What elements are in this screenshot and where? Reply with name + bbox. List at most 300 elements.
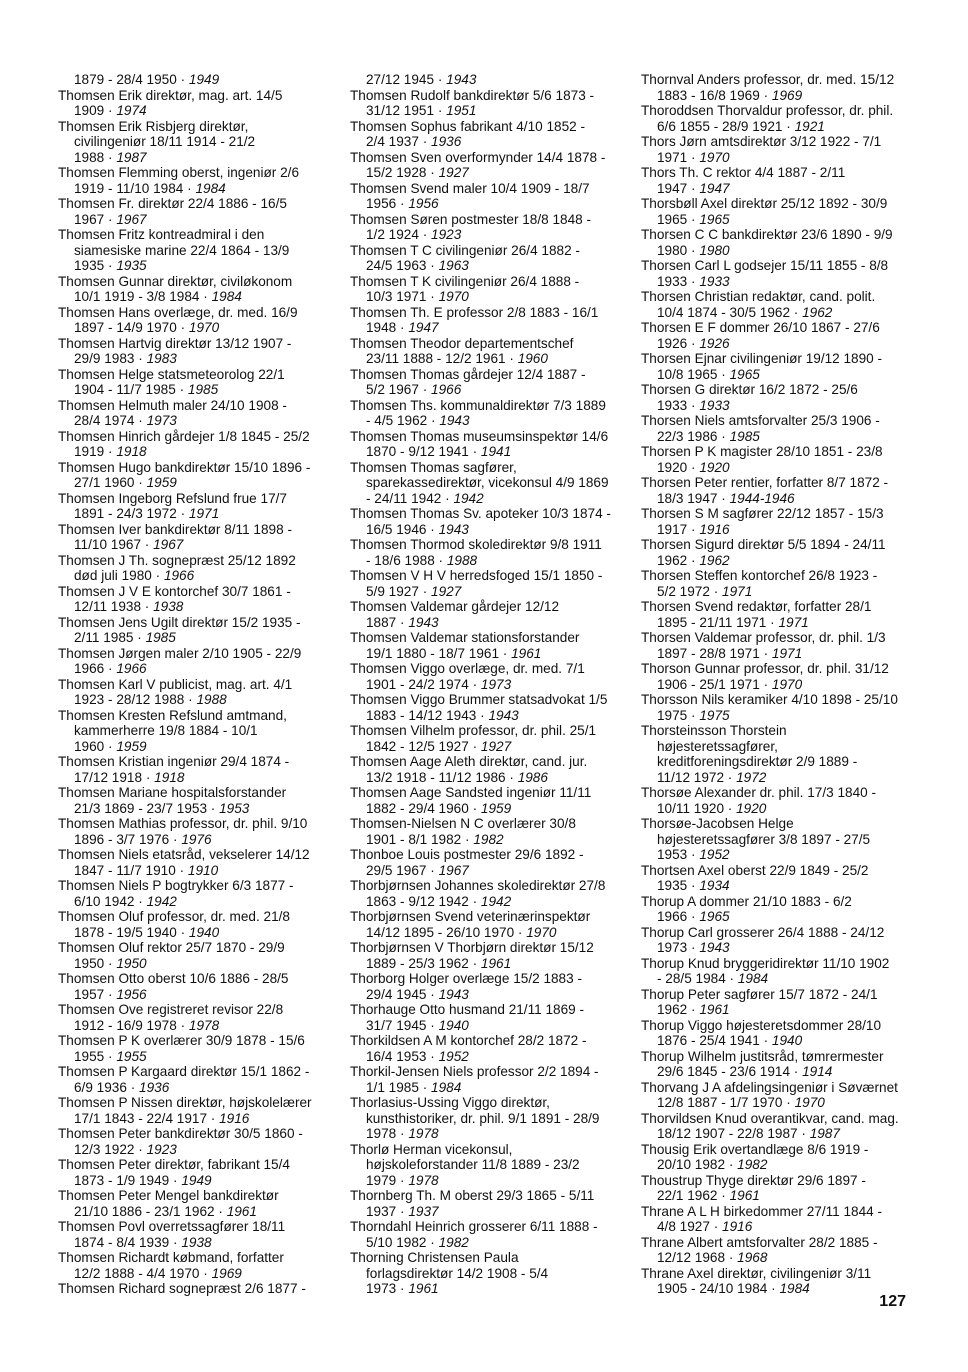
entry-continuation-line: forlagsdirektør 14/2 1908 - 5/4 [366,1265,549,1281]
burial-year: · 1966 [104,661,146,676]
burial-year: · 1956 [396,196,438,211]
entry-name-line: Thomsen Jørgen maler 2/10 1905 - 22/9 [58,645,302,661]
burial-year: · 1969 [760,88,802,103]
entry-name-line: Thomsen Oluf professor, dr. med. 21/8 [58,909,290,924]
entry-name-line: Thomsen Erik Risbjerg direktør, [58,118,249,134]
entry-name-line: Thomsen Peter Mengel bankdirektør [58,1188,279,1203]
register-entry [641,444,931,475]
burial-year: · 1943 [426,522,468,537]
register-entry [58,1126,348,1157]
entry-continuation-line: kunsthistoriker, dr. phil. 9/1 1891 - 28/9 [366,1110,600,1126]
entry-name-line: Thomsen P Nissen direktør, højskolelærer [58,1095,312,1110]
entry-name-line: Thorup Carl grosserer 26/4 1888 - 24/12 [641,924,885,940]
register-entry [641,413,931,444]
burial-year: · 1927 [426,165,468,180]
register-entry [641,785,931,816]
register-entry [58,785,348,816]
register-entry [58,429,348,460]
entry-continuation-line: 5/10 1982· 1982 [350,1235,640,1251]
entry-name-line: Thomsen Erik direktør, mag. art. 14/5 [58,87,283,103]
entry-continuation-line: 1870 - 9/12 1941· 1941 [350,444,640,460]
entry-name-line: Thornberg Th. M oberst 29/3 1865 - 5/11 [350,1188,595,1203]
register-entry [58,1188,348,1219]
entry-name-line: Thomsen V H V herredsfoged 15/1 1850 - [350,568,603,583]
entry-name-line: Thomsen Viggo Brummer statsadvokat 1/5 [350,692,608,707]
entry-continuation-line: 23/11 1888 - 12/2 1961· 1960 [350,351,640,367]
register-entry [350,398,640,429]
entry-name-line: Thomsen-Nielsen N C overlærer 30/8 [350,816,576,831]
register-entry [58,1002,348,1033]
entry-name-line: Thorlø Herman vicekonsul, [350,1141,513,1157]
entry-continuation-line: 27/12 1945· 1943 [350,72,640,88]
burial-year: · 1987 [798,1126,840,1141]
entry-name-line: Thorsøe Alexander dr. phil. 17/3 1840 - [641,785,877,800]
register-entry [350,1095,640,1142]
burial-year: · 1961 [687,1002,729,1017]
entry-continuation-line: 1897 - 28/8 1971· 1971 [641,646,931,662]
entry-continuation-line: 1979· 1978 [350,1173,640,1189]
entry-name-line: Thrane Albert amtsforvalter 28/2 1885 - [641,1234,878,1250]
burial-year: · 1962 [687,553,729,568]
entry-continuation-line: 1901 - 8/1 1982· 1982 [350,832,640,848]
entry-name-line: Thoroddsen Thorvaldur professor, dr. phil. [641,103,894,118]
entry-continuation-line: død juli 1980· 1966 [58,568,348,584]
burial-year: · 1956 [104,987,146,1002]
entry-continuation-line: 21/3 1869 - 23/7 1953· 1953 [58,801,348,817]
burial-year: · 1943 [476,708,518,723]
burial-year: · 1916 [207,1111,249,1126]
burial-year: · 1970 [782,1095,824,1110]
burial-year: · 1965 [687,212,729,227]
burial-year: · 1962 [790,305,832,320]
entry-name-line: Thorkildsen A M kontorchef 28/2 1872 - [350,1033,587,1048]
burial-year: · 1910 [176,863,218,878]
entry-continuation-line: 1876 - 25/4 1941· 1940 [641,1033,931,1049]
register-entry [641,382,931,413]
entry-continuation-line: 2/4 1937· 1936 [350,134,640,150]
entry-continuation-line: kammerherre 19/8 1884 - 10/1 [74,723,258,738]
burial-year: · 1933 [687,398,729,413]
entry-continuation-line: 22/3 1986· 1985 [641,429,931,445]
entry-continuation-line: 1973· 1961 [350,1281,640,1297]
burial-year: · 1926 [687,336,729,351]
entry-name-line: Thomsen Valdemar gårdejer 12/12 [350,599,560,614]
register-entry [641,289,931,320]
register-entry [641,723,931,785]
burial-year: · 1973 [469,677,511,692]
register-entry [641,1018,931,1049]
entry-name-line: Thomsen Helmuth maler 24/10 1908 - [58,397,287,413]
entry-name-line: Thorsøe-Jacobsen Helge [641,816,794,831]
entry-continuation-line: 1950· 1950 [58,956,348,972]
entry-name-line: Thomsen Rudolf bankdirektør 5/6 1873 - [350,87,595,103]
register-entry [58,1281,348,1297]
entry-name-line: Thomsen Hinrich gårdejer 1/8 1845 - 25/2 [58,428,310,444]
entry-name-line: Thorsen E F dommer 26/10 1867 - 27/6 [641,320,880,335]
entry-name-line: Thomsen Hugo bankdirektør 15/10 1896 - [58,459,311,475]
burial-year: · 1942 [134,894,176,909]
register-entry [58,940,348,971]
register-entry [350,878,640,909]
burial-year: · 1978 [396,1126,438,1141]
entry-continuation-line: 1937· 1937 [350,1204,640,1220]
entry-continuation-line: 1955· 1955 [58,1049,348,1065]
entry-name-line: Thomsen Peter direktør, fabrikant 15/4 [58,1157,290,1172]
entry-name-line: Thortsen Axel oberst 22/9 1849 - 25/2 [641,862,869,878]
burial-year: · 1940 [177,925,219,940]
burial-year: · 1978 [396,1173,438,1188]
register-entry [350,692,640,723]
burial-year: · 1978 [177,1018,219,1033]
register-entry [58,971,348,1002]
entry-name-line: Thomsen Fritz kontreadmiral i den [58,227,265,242]
register-entry [350,1219,640,1250]
entry-continuation-line: 10/1 1919 - 3/8 1984· 1984 [58,289,348,305]
register-entry [58,1095,348,1126]
entry-name-line: Thorsen Steffen kontorchef 26/8 1923 - [641,568,878,583]
burial-year: · 1935 [104,258,146,273]
entry-name-line: Thorsen Sigurd direktør 5/5 1894 - 24/11 [641,537,886,552]
entry-name-line: Thorsen Christian redaktør, cand. polit. [641,289,876,304]
burial-year: · 1961 [469,956,511,971]
entry-continuation-line: 1933· 1933 [641,398,931,414]
entry-continuation-line: 5/9 1927· 1927 [350,584,640,600]
register-entry [58,1064,348,1095]
entry-continuation-line: 1904 - 11/7 1985· 1985 [58,382,348,398]
register-entry [350,723,640,754]
burial-year: · 1933 [687,274,729,289]
entry-continuation-line: 11/10 1967· 1967 [58,537,348,553]
burial-year: · 1951 [434,103,476,118]
burial-year: · 1961 [717,1188,759,1203]
register-entry [350,506,640,537]
register-entry [641,1266,931,1297]
entry-continuation-line: - 4/5 1962· 1943 [350,413,640,429]
entry-name-line: Thomsen Otto oberst 10/6 1886 - 28/5 [58,971,289,986]
entry-continuation-line: 29/4 1945· 1943 [350,987,640,1003]
register-entry [641,894,931,925]
entry-name-line: Thomsen Iver bankdirektør 8/11 1898 - [58,521,292,537]
entry-continuation-line: 10/4 1874 - 30/5 1962· 1962 [641,305,931,321]
burial-year: · 1971 [766,615,808,630]
entry-continuation-line: 5/2 1967· 1966 [350,382,640,398]
entry-continuation-line: 1863 - 9/12 1942· 1942 [350,894,640,910]
entry-continuation-line: 17/1 1843 - 22/4 1917· 1916 [58,1111,348,1127]
burial-year: · 1959 [469,801,511,816]
register-entry [641,1111,931,1142]
entry-name-line: Thorhauge Otto husmand 21/11 1869 - [350,1002,585,1017]
entry-continuation-line: 15/2 1928· 1927 [350,165,640,181]
entry-continuation-line: 31/12 1951· 1951 [350,103,640,119]
burial-year: · 1969 [199,1266,241,1281]
register-entry [58,646,348,677]
entry-name-line: Thrane Axel direktør, civilingeniør 3/11 [641,1265,872,1281]
burial-year: · 1984 [183,181,225,196]
burial-year: · 1988 [435,553,477,568]
entry-name-line: Thorsen Svend redaktør, forfatter 28/1 [641,599,872,614]
entry-continuation-line: 20/10 1982· 1982 [641,1157,931,1173]
entry-name-line: Thomsen Thomas gårdejer 12/4 1887 - [350,366,586,382]
entry-name-line: Thomsen Svend maler 10/4 1909 - 18/7 [350,180,590,196]
burial-year: · 1918 [104,444,146,459]
register-entry [350,1002,640,1033]
entry-name-line: Thorsen Valdemar professor, dr. phil. 1/3 [641,630,886,645]
burial-year: · 1943 [687,940,729,955]
entry-name-line: Thomsen Sophus fabrikant 4/10 1852 - [350,118,586,134]
entry-name-line: Thomsen Povl overretssagfører 18/11 [58,1219,286,1234]
register-entry [58,367,348,398]
burial-year: · 1921 [782,119,824,134]
burial-year: · 1972 [724,770,766,785]
burial-year: · 1986 [506,770,548,785]
entry-name-line: Thornval Anders professor, dr. med. 15/12 [641,72,895,87]
burial-year: · 1916 [687,522,729,537]
entry-name-line: Thomsen Sven overformynder 14/4 1878 - [350,149,606,165]
register-entry [58,677,348,708]
entry-continuation-line: 12/3 1922· 1923 [58,1142,348,1158]
entry-continuation-line: 1/2 1924· 1923 [350,227,640,243]
register-entry [350,568,640,599]
entry-continuation-line: 1906 - 25/1 1971· 1970 [641,677,931,693]
entry-name-line: Thorsen P K magister 28/10 1851 - 23/8 [641,444,883,459]
entry-name-line: Thorborg Holger overlæge 15/2 1883 - [350,971,582,986]
entry-name-line: Thorsen S M sagfører 22/12 1857 - 15/3 [641,506,884,521]
burial-year: · 1961 [215,1204,257,1219]
entry-name-line: Thorsen Carl L godsejer 15/11 1855 - 8/8 [641,258,889,273]
entry-continuation-line: 1905 - 24/10 1984· 1984 [641,1281,931,1297]
entry-name-line: Thorndahl Heinrich grosserer 6/11 1888 - [350,1219,598,1234]
entry-continuation-line: 6/6 1855 - 28/9 1921· 1921 [641,119,931,135]
burial-year: · 1952 [426,1049,468,1064]
register-entry [58,1157,348,1188]
register-entry [350,212,640,243]
register-entry [350,72,640,88]
register-entry [58,274,348,305]
entry-continuation-line: 1883 - 14/12 1943· 1943 [350,708,640,724]
entry-continuation-line: 1967· 1967 [58,212,348,228]
register-entry [58,398,348,429]
burial-year: · 1938 [141,599,183,614]
entry-continuation-line: højskoleforstander 11/8 1889 - 23/2 [366,1157,580,1172]
burial-year: · 1968 [725,1250,767,1265]
register-entry [350,661,640,692]
burial-year: · 1960 [506,351,548,366]
register-entry [641,661,931,692]
entry-continuation-line: højesteretssagfører 3/8 1897 - 27/5 [657,831,871,847]
entry-name-line: Thorsen Niels amtsforvalter 25/3 1906 - [641,413,880,428]
register-entry [58,816,348,847]
register-entry [350,460,640,507]
register-entry [58,754,348,785]
register-entry [641,320,931,351]
burial-year: · 1973 [134,413,176,428]
register-entry [641,925,931,956]
entry-continuation-line: 29/5 1967· 1967 [350,863,640,879]
register-entry [350,336,640,367]
entry-name-line: Thomsen Kresten Refslund amtmand, [58,707,287,723]
register-entry [641,196,931,227]
entry-continuation-line: 28/4 1974· 1973 [58,413,348,429]
entry-continuation-line: højesteretssagfører, [657,738,778,754]
register-entry [350,1033,640,1064]
entry-name-line: Thomsen Mariane hospitalsforstander [58,785,287,800]
register-entry [350,537,640,568]
register-entry [641,816,931,863]
entry-name-line: Thomsen Kristian ingeniør 29/4 1874 - [58,754,290,769]
burial-year: · 1970 [687,150,729,165]
entry-continuation-line: 10/8 1965· 1965 [641,367,931,383]
entry-continuation-line: 1882 - 29/4 1960· 1959 [350,801,640,817]
entry-continuation-line: 1965· 1965 [641,212,931,228]
burial-year: · 1970 [177,320,219,335]
burial-year: · 1942 [469,894,511,909]
register-entry [641,1080,931,1111]
burial-year: · 1937 [396,1204,438,1219]
burial-year: · 1923 [134,1142,176,1157]
entry-name-line: Thomsen Helge statsmeteorolog 22/1 [58,366,285,382]
register-entry [350,305,640,336]
burial-year: · 1942 [441,491,483,506]
entry-name-line: Thorup Wilhelm justitsråd, tømrermester [641,1048,884,1064]
entry-continuation-line: - 28/5 1984· 1984 [641,971,931,987]
entry-name-line: Thomsen Jens Ugilt direktør 15/2 1935 - [58,614,301,630]
entry-continuation-line: 1878 - 19/5 1940· 1940 [58,925,348,941]
entry-name-line: Thomsen Ove registreret revisor 22/8 [58,1002,284,1017]
burial-year: · 1984 [726,971,768,986]
register-entry [350,150,640,181]
entry-name-line: Thomsen Th. E professor 2/8 1883 - 16/1 [350,304,599,320]
entry-continuation-line: sparekassedirektør, vicekonsul 4/9 1869 [366,475,609,490]
entry-continuation-line: - 18/6 1988· 1988 [350,553,640,569]
entry-continuation-line: 1980· 1980 [641,243,931,259]
entry-continuation-line: 1847 - 11/7 1910· 1910 [58,863,348,879]
entry-continuation-line: 10/3 1971· 1970 [350,289,640,305]
burial-year: · 1940 [760,1033,802,1048]
burial-year: · 1967 [104,212,146,227]
register-entry [641,134,931,165]
entry-name-line: Thorlasius-Ussing Viggo direktør, [350,1095,550,1110]
register-entry [350,274,640,305]
register-entry [58,553,348,584]
entry-name-line: Thomsen Viggo overlæge, dr. med. 7/1 [350,661,585,676]
entry-name-line: Thorning Christensen Paula [350,1250,519,1265]
entry-continuation-line: 1874 - 8/4 1939· 1938 [58,1235,348,1251]
entry-name-line: Thomsen Fr. direktør 22/4 1886 - 16/5 [58,196,287,211]
entry-continuation-line: kreditforeningsdirektør 2/9 1889 - [657,754,858,769]
entry-name-line: Thrane A L H birkedommer 27/11 1844 - [641,1203,883,1219]
entry-continuation-line: 18/12 1907 - 22/8 1987· 1987 [641,1126,931,1142]
register-entry [641,506,931,537]
register-entry [350,119,640,150]
register-entry [641,537,931,568]
burial-year: · 1941 [469,444,511,459]
entry-continuation-line: 1953· 1952 [641,847,931,863]
burial-year: · 1943 [434,72,476,87]
entry-continuation-line: 1978· 1978 [350,1126,640,1142]
register-entry [641,227,931,258]
register-entry [350,243,640,274]
entry-continuation-line: 2/11 1985· 1985 [58,630,348,646]
burial-year: · 1966 [152,568,194,583]
entry-continuation-line: 1887· 1943 [350,615,640,631]
burial-year: · 1967 [426,863,468,878]
entry-name-line: Thomsen Thormod skoledirektør 9/8 1911 [350,537,602,552]
entry-name-line: Thomsen P K overlærer 30/9 1878 - 15/6 [58,1033,305,1048]
entry-name-line: Thomsen Niels etatsråd, vekselerer 14/12 [58,847,310,862]
register-entry [641,692,931,723]
entry-name-line: Thomsen P Kargaard direktør 15/1 1862 - [58,1064,310,1079]
burial-year: · 1984 [199,289,241,304]
register-entry [350,909,640,940]
entry-continuation-line: 1919· 1918 [58,444,348,460]
register-entry [641,1142,931,1173]
entry-continuation-line: 5/2 1972· 1971 [641,584,931,600]
entry-continuation-line: 1926· 1926 [641,336,931,352]
entry-name-line: Thomsen T K civilingeniør 26/4 1888 - [350,273,580,289]
entry-name-line: Thonboe Louis postmester 29/6 1892 - [350,847,584,862]
register-entry [58,165,348,196]
entry-name-line: Thomsen T C civilingeniør 26/4 1882 - [350,242,580,258]
burial-year: · 1936 [419,134,461,149]
burial-year: · 1955 [104,1049,146,1064]
register-entry [641,1049,931,1080]
entry-continuation-line: 24/5 1963· 1963 [350,258,640,274]
burial-year: · 1916 [710,1219,752,1234]
register-entry [350,940,640,971]
register-entry [58,119,348,166]
register-entry [58,615,348,646]
burial-year: · 1982 [461,832,503,847]
entry-name-line: Thousig Erik overtandlæge 8/6 1919 - [641,1141,869,1157]
entry-continuation-line: 1883 - 16/8 1969· 1969 [641,88,931,104]
entry-continuation-line: 1947· 1947 [641,181,931,197]
entry-continuation-line: 1920· 1920 [641,460,931,476]
entry-continuation-line: 4/8 1927· 1916 [641,1219,931,1235]
burial-year: · 1943 [426,987,468,1002]
entry-continuation-line: 1973· 1943 [641,940,931,956]
entry-continuation-line: 1896 - 3/7 1976· 1976 [58,832,348,848]
register-entry [350,1250,640,1297]
entry-continuation-line: 1912 - 16/9 1978· 1978 [58,1018,348,1034]
register-entry [641,165,931,196]
register-entry [58,196,348,227]
entry-continuation-line: 11/12 1972· 1972 [641,770,931,786]
burial-year: · 1965 [717,367,759,382]
register-entry [641,956,931,987]
register-entry [350,785,640,816]
entry-continuation-line: 1879 - 28/4 1950· 1949 [58,72,348,88]
entry-name-line: Thomsen Karl V publicist, mag. art. 4/1 [58,676,293,692]
entry-name-line: Thomsen Niels P bogtrykker 6/3 1877 - [58,878,294,893]
entry-name-line: Thorsson Nils keramiker 4/10 1898 - 25/10 [641,692,898,707]
column-1 [58,72,348,1297]
entry-continuation-line: siamesiske marine 22/4 1864 - 13/9 [74,242,290,258]
burial-year: · 1920 [724,801,766,816]
entry-continuation-line: 1962· 1961 [641,1002,931,1018]
register-entry [350,1064,640,1095]
entry-name-line: Thomsen Aage Aleth direktør, cand. jur. [350,754,588,769]
entry-name-line: Thomsen Thomas sagfører, [350,459,517,475]
entry-name-line: Thomsen J V E kontorchef 30/7 1861 - [58,583,291,599]
entry-continuation-line: 31/7 1945· 1940 [350,1018,640,1034]
entry-continuation-line: civilingeniør 18/11 1914 - 21/2 [74,134,256,149]
entry-continuation-line: 16/4 1953· 1952 [350,1049,640,1065]
entry-name-line: Thorup Viggo højesteretsdommer 28/10 [641,1017,882,1033]
burial-year: · 1947 [687,181,729,196]
register-entry [641,630,931,661]
entry-continuation-line: 1842 - 12/5 1927· 1927 [350,739,640,755]
burial-year: · 1983 [134,351,176,366]
